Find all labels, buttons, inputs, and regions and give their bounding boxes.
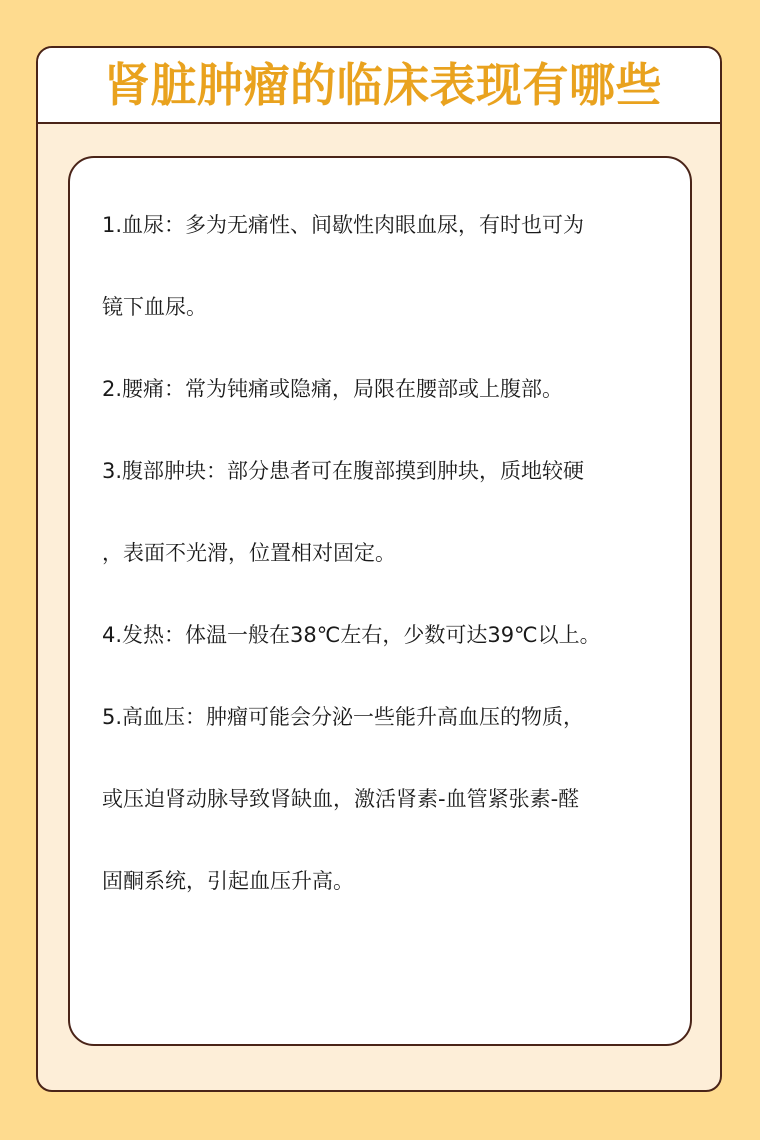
text-line: ，表面不光滑，位置相对固定。	[102, 541, 396, 565]
text-line: 或压迫肾动脉导致肾缺血，激活肾素-血管紧张素-醛	[102, 787, 580, 811]
text-line: 5.高血压：肿瘤可能会分泌一些能升高血压的物质，	[102, 705, 585, 729]
text-line: 4.发热：体温一般在38℃左右，少数可达39℃以上。	[102, 623, 601, 647]
outer-card	[36, 46, 722, 1092]
content-text	[102, 184, 668, 922]
text-line: 固酮系统，引起血压升高。	[102, 869, 354, 893]
text-line: 1.血尿：多为无痛性、间歇性肉眼血尿，有时也可为	[102, 213, 585, 237]
page-title: 肾脏肿瘤的临床表现有哪些	[104, 58, 662, 112]
text-line: 2.腰痛：常为钝痛或隐痛，局限在腰部或上腹部。	[102, 377, 564, 401]
text-line: 镜下血尿。	[102, 295, 207, 319]
title-bar	[38, 48, 720, 124]
text-line: 3.腹部肿块：部分患者可在腹部摸到肿块，质地较硬	[102, 459, 585, 483]
content-card	[68, 156, 692, 1046]
